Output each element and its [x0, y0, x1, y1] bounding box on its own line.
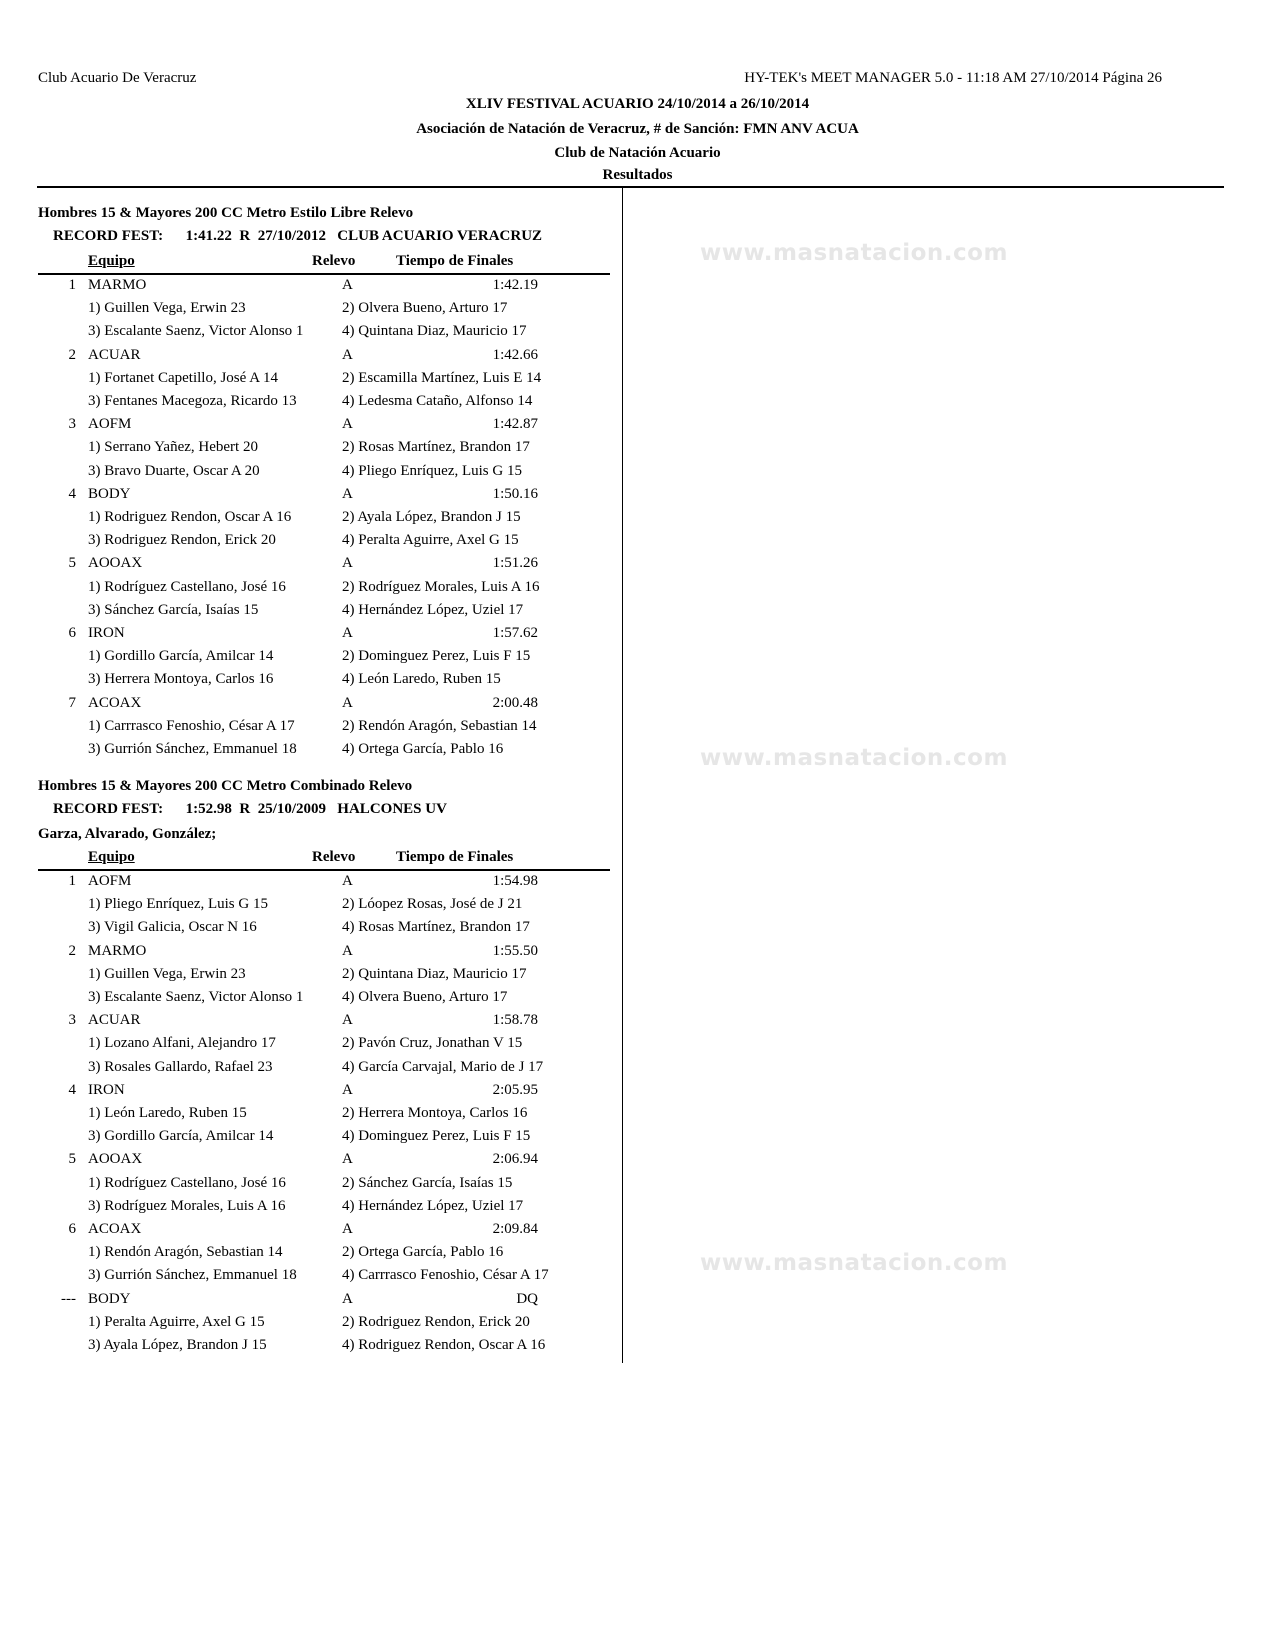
column-header-team: Equipo	[88, 253, 135, 269]
swimmer: 2) Herrera Montoya, Carlos 16	[342, 1105, 528, 1121]
club-name: Club Acuario De Veracruz	[38, 70, 197, 86]
place: 6	[68, 625, 76, 641]
swimmer: 2) Rosas Martínez, Brandon 17	[342, 439, 530, 456]
relay-letter: A	[342, 346, 353, 363]
swimmer: 4) Rodriguez Rendon, Oscar A 16	[342, 1337, 546, 1353]
team-name: IRON	[88, 625, 125, 641]
swimmer: 2) Ayala López, Brandon J 15	[342, 509, 521, 525]
meet-title: XLIV FESTIVAL ACUARIO 24/10/2014 a 26/10/2014	[465, 96, 810, 112]
place: 7	[68, 694, 76, 711]
watermark: www.masnatacion.com	[700, 1250, 1008, 1276]
column-divider	[622, 188, 623, 1363]
swimmer: 4) Peralta Aguirre, Axel G 15	[342, 532, 519, 549]
relay-letter: A	[342, 1151, 353, 1168]
swimmer: 3) Rodriguez Rendon, Erick 20	[88, 532, 276, 549]
place: 2	[68, 346, 76, 363]
final-time: 1:50.16	[492, 485, 538, 502]
swimmer: 4) Rosas Martínez, Brandon 17	[342, 919, 530, 936]
swimmer: 1) Pliego Enríquez, Luis G 15	[88, 896, 268, 913]
watermark: www.masnatacion.com	[700, 745, 1008, 771]
swimmer: 3) Vigil Galicia, Oscar N 16	[88, 919, 257, 936]
team-name: AOFM	[88, 873, 132, 889]
software-info: HY-TEK's MEET MANAGER 5.0 - 11:18 AM 27/10/2014 Página 26	[744, 70, 1162, 86]
final-time: 1:42.87	[492, 416, 538, 433]
final-time: 1:51.26	[492, 555, 538, 572]
results-label: Resultados	[602, 167, 673, 183]
swimmer: 2) Rodriguez Rendon, Erick 20	[342, 1313, 530, 1330]
relay-letter: A	[342, 555, 353, 572]
final-time: 1:42.19	[492, 277, 538, 293]
event-title: Hombres 15 & Mayores 200 CC Metro Estilo Libre Relevo	[38, 205, 414, 221]
swimmer: 2) Olvera Bueno, Arturo 17	[342, 300, 508, 317]
swimmer: 3) Fentanes Macegoza, Ricardo 13	[88, 393, 297, 409]
final-time: 2:05.95	[492, 1081, 538, 1098]
swimmer: 3) Gurrión Sánchez, Emmanuel 18	[88, 1267, 297, 1284]
swimmer: 3) Gurrión Sánchez, Emmanuel 18	[88, 741, 297, 757]
swimmer: 3) Escalante Saenz, Victor Alonso 1	[88, 323, 304, 340]
host-club: Club de Natación Acuario	[554, 145, 721, 161]
swimmer: 3) Bravo Duarte, Oscar A 20	[88, 462, 260, 479]
swimmer: 3) Ayala López, Brandon J 15	[88, 1337, 267, 1353]
place: 6	[68, 1221, 76, 1237]
swimmer: 1) Guillen Vega, Erwin 23	[88, 300, 246, 317]
swimmer: 1) Lozano Alfani, Alejandro 17	[88, 1035, 276, 1052]
swimmer: 1) Rodríguez Castellano, José 16	[88, 578, 286, 595]
swimmer: 4) León Laredo, Ruben 15	[342, 671, 501, 688]
swimmer: 4) Carrrasco Fenoshio, César A 17	[342, 1267, 549, 1284]
relay-letter: A	[342, 416, 353, 433]
relay-letter: A	[342, 1012, 353, 1029]
column-header-time: Tiempo de Finales	[396, 849, 514, 865]
column-header-team: Equipo	[88, 849, 135, 865]
place: 1	[68, 873, 76, 889]
swimmer: 4) Hernández López, Uziel 17	[342, 601, 524, 618]
swimmer: 2) Sánchez García, Isaías 15	[342, 1174, 513, 1191]
table-header-rule	[38, 273, 610, 275]
relay-letter: A	[342, 625, 353, 641]
team-name: ACOAX	[88, 694, 142, 711]
final-time: 1:57.62	[492, 625, 538, 641]
final-time: 2:00.48	[492, 694, 538, 711]
swimmer: 2) Lóopez Rosas, José de J 21	[342, 896, 523, 913]
swimmer: 3) Herrera Montoya, Carlos 16	[88, 671, 274, 688]
team-name: ACUAR	[88, 1012, 141, 1029]
swimmer: 3) Escalante Saenz, Victor Alonso 1	[88, 989, 304, 1005]
swimmer: 3) Rodríguez Morales, Luis A 16	[88, 1197, 286, 1214]
swimmer: 3) Rosales Gallardo, Rafael 23	[88, 1058, 273, 1075]
swimmer: 3) Gordillo García, Amilcar 14	[88, 1128, 274, 1145]
place: ---	[61, 1290, 76, 1307]
swimmer: 2) Ortega García, Pablo 16	[342, 1244, 504, 1261]
swimmer: 4) Hernández López, Uziel 17	[342, 1197, 524, 1214]
final-time: 2:09.84	[492, 1221, 538, 1237]
association: Asociación de Natación de Veracruz, # de Sanción: FMN ANV ACUA	[416, 121, 859, 137]
team-name: ACUAR	[88, 346, 141, 363]
place: 5	[68, 1151, 76, 1168]
final-time: DQ	[516, 1290, 538, 1307]
swimmer: 4) Quintana Diaz, Mauricio 17	[342, 323, 527, 340]
relay-letter: A	[342, 277, 353, 293]
team-name: BODY	[88, 1290, 131, 1307]
record-holders: Garza, Alvarado, González;	[38, 826, 217, 842]
record-line: RECORD FEST: 1:41.22 R 27/10/2012 CLUB ACUARIO VERACRUZ	[53, 228, 543, 244]
swimmer: 4) Olvera Bueno, Arturo 17	[342, 989, 508, 1005]
team-name: MARMO	[88, 942, 147, 959]
place: 1	[68, 277, 76, 293]
team-name: AOOAX	[88, 1151, 143, 1168]
place: 4	[68, 1081, 76, 1098]
swimmer: 1) Guillen Vega, Erwin 23	[88, 965, 246, 982]
swimmer: 2) Dominguez Perez, Luis F 15	[342, 648, 531, 665]
swimmer: 1) Rodríguez Castellano, José 16	[88, 1174, 286, 1191]
team-name: MARMO	[88, 277, 147, 293]
team-name: AOFM	[88, 416, 132, 433]
swimmer: 4) Ledesma Cataño, Alfonso 14	[342, 393, 533, 409]
team-name: BODY	[88, 485, 131, 502]
relay-letter: A	[342, 1290, 353, 1307]
relay-letter: A	[342, 485, 353, 502]
swimmer: 3) Sánchez García, Isaías 15	[88, 601, 259, 618]
watermark: www.masnatacion.com	[700, 240, 1008, 266]
team-name: AOOAX	[88, 555, 143, 572]
relay-letter: A	[342, 1081, 353, 1098]
swimmer: 1) Serrano Yañez, Hebert 20	[88, 439, 258, 456]
swimmer: 4) Dominguez Perez, Luis F 15	[342, 1128, 531, 1145]
swimmer: 2) Pavón Cruz, Jonathan V 15	[342, 1035, 523, 1052]
swimmer: 2) Escamilla Martínez, Luis E 14	[342, 369, 542, 386]
swimmer: 4) García Carvajal, Mario de J 17	[342, 1058, 544, 1075]
column-header-relay: Relevo	[312, 849, 356, 865]
place: 4	[68, 485, 76, 502]
swimmer: 1) Rendón Aragón, Sebastian 14	[88, 1244, 283, 1261]
column-header-time: Tiempo de Finales	[396, 253, 514, 269]
swimmer: 2) Rodríguez Morales, Luis A 16	[342, 578, 540, 595]
event-title: Hombres 15 & Mayores 200 CC Metro Combinado Relevo	[38, 778, 413, 794]
swimmer: 2) Quintana Diaz, Mauricio 17	[342, 965, 527, 982]
swimmer: 4) Pliego Enríquez, Luis G 15	[342, 462, 522, 479]
place: 2	[68, 942, 76, 959]
column-header-relay: Relevo	[312, 253, 356, 269]
swimmer: 4) Ortega García, Pablo 16	[342, 741, 504, 757]
swimmer: 1) Rodriguez Rendon, Oscar A 16	[88, 509, 292, 525]
final-time: 2:06.94	[492, 1151, 538, 1168]
final-time: 1:54.98	[492, 873, 538, 889]
team-name: ACOAX	[88, 1221, 142, 1237]
header-rule	[37, 186, 1224, 188]
place: 3	[68, 416, 76, 433]
relay-letter: A	[342, 873, 353, 889]
swimmer: 2) Rendón Aragón, Sebastian 14	[342, 717, 537, 734]
final-time: 1:58.78	[492, 1012, 538, 1029]
table-header-rule	[38, 869, 610, 871]
swimmer: 1) Fortanet Capetillo, José A 14	[88, 369, 278, 386]
record-line: RECORD FEST: 1:52.98 R 25/10/2009 HALCONES UV	[53, 801, 447, 817]
relay-letter: A	[342, 1221, 353, 1237]
swimmer: 1) Gordillo García, Amilcar 14	[88, 648, 274, 665]
swimmer: 1) León Laredo, Ruben 15	[88, 1105, 247, 1121]
swimmer: 1) Peralta Aguirre, Axel G 15	[88, 1313, 265, 1330]
final-time: 1:42.66	[492, 346, 538, 363]
final-time: 1:55.50	[492, 942, 538, 959]
team-name: IRON	[88, 1081, 125, 1098]
place: 3	[68, 1012, 76, 1029]
swimmer: 1) Carrrasco Fenoshio, César A 17	[88, 717, 295, 734]
relay-letter: A	[342, 942, 353, 959]
relay-letter: A	[342, 694, 353, 711]
place: 5	[68, 555, 76, 572]
